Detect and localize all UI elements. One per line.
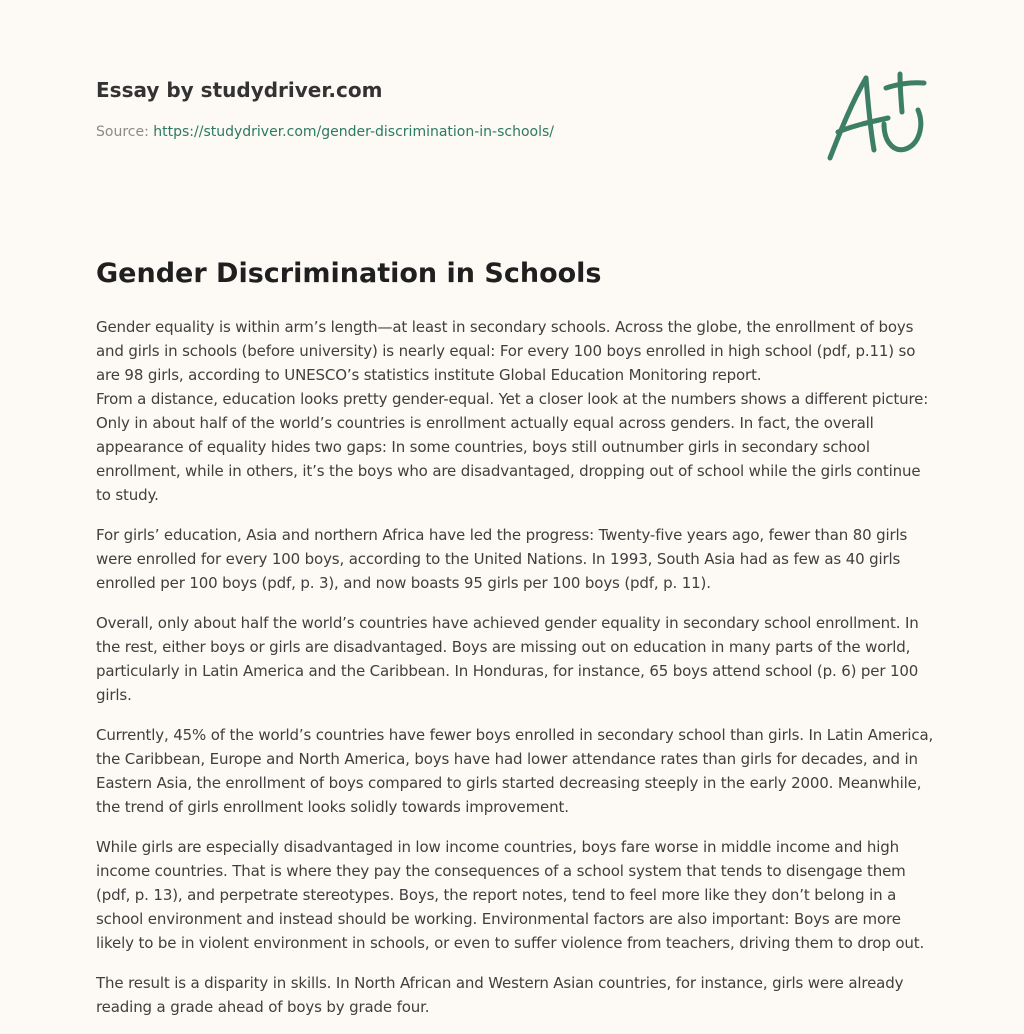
article-title: Gender Discrimination in Schools (96, 258, 602, 289)
paragraph: From a distance, education looks pretty gender-equal. Yet a closer look at the numbers shows a different picture: Only in about half of the world’s countries is enrollment actually equal across genders. In fact, the overall appearance of equality hides two gaps: In some countries, boys still outnumber girls in secondary school enrollment, while in others, it’s the boys who are disadvantaged, dropping out of school while the girls continue to study. (96, 390, 929, 504)
paragraph: For girls’ education, Asia and northern Africa have led the progress: Twenty-five years ago, fewer than 80 girls were enrolled for every 100 boys, according to the United Nations. In 1993, South Asia had as few as 40 girls enrolled per 100 boys (pdf, p. 3), and now boasts 95 girls per 100 boys (pdf, p. 11). (96, 526, 908, 592)
paragraph: While girls are especially disadvantaged in low income countries, boys fare worse in middle income and high income countries. That is where they pay the consequences of a school system that tends to disengage them (pdf, p. 13), and perpetrate stereotypes. Boys, the report notes, tend to feel more like they don’t belong in a school environment and instead should be working. Environmental factors are also important: Boys are more likely to be in violent environment in schools, or even to suffer violence from teachers, driving them to drop out. (96, 838, 925, 952)
page-header (96, 76, 796, 142)
paragraph: Overall, only about half the world’s countries have achieved gender equality in secondary school enrollment. In the rest, either boys or girls are disadvantaged. Boys are missing out on education in many parts of the world, particularly in Latin America and the Caribbean. In Honduras, for instance, 65 boys attend school (p. 6) per 100 girls. (96, 614, 919, 704)
article (96, 255, 936, 1019)
a-plus-logo-icon (818, 66, 930, 166)
paragraph: The result is a disparity in skills. In North African and Western Asian countries, for instance, girls were already reading a grade ahead of boys by grade four. (96, 974, 904, 1016)
source-label: Source: (96, 124, 154, 140)
source-link[interactable]: https://studydriver.com/gender-discrimination-in-schools/ (153, 124, 555, 140)
site-title: Essay by studydriver.com (96, 78, 383, 102)
paragraph: Gender equality is within arm’s length—at least in secondary schools. Across the globe, the enrollment of boys and girls in schools (before university) is nearly equal: For every 100 boys enrolled in high school (pdf, p.11) so are 98 girls, according to UNESCO’s statistics institute Global Education Monitoring report. (96, 318, 916, 384)
paragraph: Currently, 45% of the world’s countries have fewer boys enrolled in secondary school than girls. In Latin America, the Caribbean, Europe and North America, boys have had lower attendance rates than girls for decades, and in Eastern Asia, the enrollment of boys compared to girls started decreasing steeply in the early 2000. Meanwhile, the trend of girls enrollment looks solidly towards improvement. (96, 726, 934, 816)
source-line (96, 122, 796, 142)
